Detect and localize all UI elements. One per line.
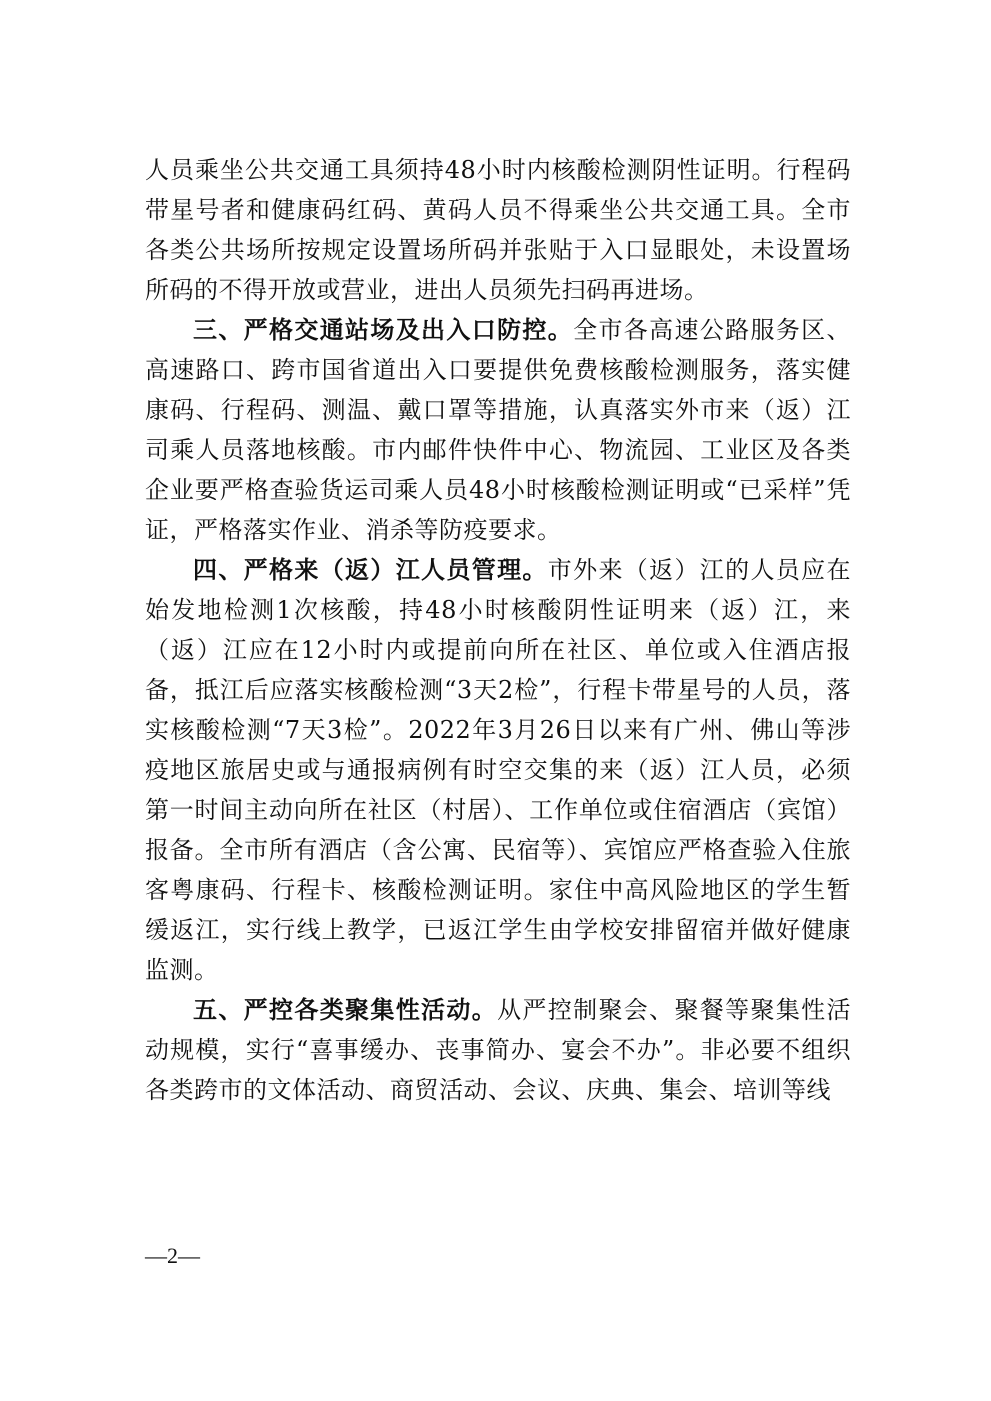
paragraph-section-5 (145, 990, 851, 1110)
paragraph-section-3 (145, 310, 851, 550)
section-3-heading: 三、严格交通站场及出入口防控。 (193, 316, 574, 344)
paragraph-section-4 (145, 550, 851, 990)
section-5-text: 从严控制聚会、聚餐等聚集性活动规模，实行“喜事缓办、丧事简办、宴会不办”。非必要不组织各类跨市的文体活动、商贸活动、会议、庆典、集会、培训等线 (145, 996, 852, 1104)
section-4-text: 市外来（返）江的人员应在始发地检测1次核酸，持48小时核酸阴性证明来（返）江，来（返）江应在12小时内或提前向所在社区、单位或入住酒店报备，抵江后应落实核酸检测“3天2检”，行程卡带星号的人员，落实核酸检测“7天3检”。2022年3月26日以来有广州、佛山等涉疫地区旅居史或与通报病例有时空交集的来（返）江人员，必须第一时间主动向所在社区（村居）、工作单位或住宿酒店（宾馆）报备。全市所有酒店（含公寓、民宿等）、宾馆应严格查验入住旅客粤康码、行程卡、核酸检测证明。家住中高风险地区的学生暂缓返江，实行线上教学，已返江学生由学校安排留宿并做好健康监测。 (145, 556, 852, 984)
paragraph-continuation (145, 150, 851, 310)
section-4-heading: 四、严格来（返）江人员管理。 (193, 556, 548, 584)
document-body (145, 150, 851, 1110)
section-5-heading: 五、严控各类聚集性活动。 (193, 996, 498, 1024)
page-number: —2— (145, 1243, 200, 1268)
section-3-text: 全市各高速公路服务区、高速路口、跨市国省道出入口要提供免费核酸检测服务，落实健康码、行程码、测温、戴口罩等措施，认真落实外市来（返）江司乘人员落地核酸。市内邮件快件中心、物流园、工业区及各类企业要严格查验货运司乘人员48小时核酸检测证明或“已采样”凭证，严格落实作业、消杀等防疫要求。 (145, 316, 852, 544)
paragraph-1-text: 人员乘坐公共交通工具须持48小时内核酸检测阴性证明。行程码带星号者和健康码红码、黄码人员不得乘坐公共交通工具。全市各类公共场所按规定设置场所码并张贴于入口显眼处，未设置场所码的不得开放或营业，进出人员须先扫码再进场。 (145, 156, 851, 304)
